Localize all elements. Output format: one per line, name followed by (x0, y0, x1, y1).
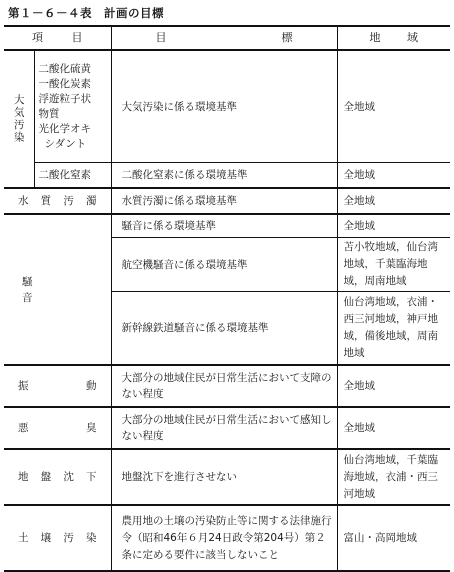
goal-cell: 農用地の土壌の汚染防止等に関する法律施行令（昭和46年６月24日政令第204号）第２条に定める要件に該当しないこと (111, 505, 337, 571)
header-goal (111, 26, 337, 50)
goal-cell: 地盤沈下を進行させない (111, 449, 337, 505)
area-cell: 仙台湾地域，千葉臨海地域，衣浦・西三河地域 (337, 449, 450, 505)
table-row (4, 407, 450, 449)
category-vibration: 振動 (4, 365, 111, 407)
category-soil: 土壌汚染 (4, 505, 111, 571)
goal-cell: 二酸化窒素に係る環境基準 (111, 163, 337, 189)
goal-cell: 騒音に係る環境基準 (111, 214, 337, 238)
area-cell: 全地域 (343, 100, 375, 113)
goal-cell: 新幹線鉄道騒音に係る環境基準 (111, 292, 337, 366)
header-area (337, 26, 450, 50)
area-cell: 全地域 (337, 188, 450, 214)
pollutant-list (34, 50, 111, 163)
pollutant-no2: 二酸化窒素 (34, 163, 111, 189)
header-item (4, 26, 111, 50)
table-row (4, 188, 450, 214)
header-item-char-2: 目 (71, 31, 83, 44)
header-area-char-1: 地 (369, 31, 381, 44)
pollutant-item: シダント (44, 137, 87, 150)
category-water: 水質汚濁 (4, 188, 111, 214)
header-goal-char-1: 目 (155, 31, 167, 44)
area-cell: 全地域 (337, 163, 450, 189)
pollutant-item: 二酸化硫黄 (38, 62, 91, 75)
area-cell: 全地域 (337, 365, 450, 407)
goal-cell: 航空機騒音に係る環境基準 (111, 238, 337, 292)
pollutant-item: 浮遊粒子状 (38, 92, 91, 105)
table-row (4, 163, 450, 189)
pollutant-item: 一酸化炭素 (38, 77, 91, 90)
pollutant-item: 光化学オキ (38, 122, 91, 135)
category-air-label: 大気汚染 (12, 94, 25, 144)
area-cell: 苫小牧地域，仙台湾地域，千葉臨海地域，周南地域 (337, 238, 450, 292)
header-row (4, 26, 450, 50)
goal-cell: 大部分の地域住民が日常生活において支障のない程度 (111, 365, 337, 407)
table-row (4, 50, 450, 163)
category-noise-label: 騒音 (22, 275, 81, 304)
category-noise (4, 214, 111, 365)
area-cell: 全地域 (337, 214, 450, 238)
table-row (4, 365, 450, 407)
table-row (4, 449, 450, 505)
table-row (4, 214, 450, 238)
header-area-char-2: 域 (407, 31, 418, 44)
goal-cell: 大部分の地域住民が日常生活において感知しない程度 (111, 407, 337, 449)
area-cell: 仙台湾地域，衣浦・西三河地域，神戸地域，備後地域，周南地域 (337, 292, 450, 366)
header-item-char-1: 項 (32, 31, 43, 44)
goal-cell: 水質汚濁に係る環境基準 (111, 188, 337, 214)
table-row (4, 505, 450, 571)
header-goal-char-2: 標 (281, 31, 293, 44)
category-air (4, 50, 34, 188)
category-subsidence: 地盤沈下 (4, 449, 111, 505)
area-cell: 富山・高岡地域 (337, 505, 450, 571)
pollutant-item: 物質 (38, 107, 60, 120)
goal-cell: 大気汚染に係る環境基準 (111, 50, 337, 163)
table-caption: 第１－６－４表 計画の目標 (8, 6, 164, 20)
goals-table (4, 25, 450, 572)
area-cell: 全地域 (337, 407, 450, 449)
category-odor: 悪臭 (4, 407, 111, 449)
